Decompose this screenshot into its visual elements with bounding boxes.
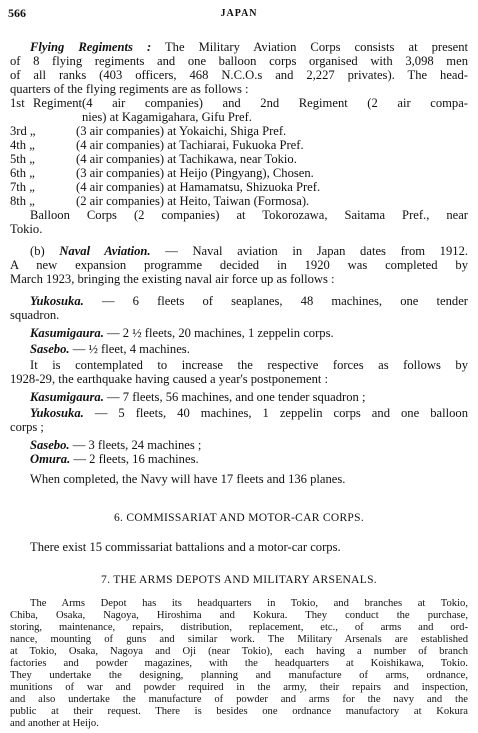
- arsenals-line: and also undertake the manufacture of powder and arms for the navy and the: [10, 694, 468, 705]
- flying-line-4: quarters of the flying regiments are as follows :: [10, 82, 249, 96]
- naval-final: When completed, the Navy will have 17 fleets and 136 planes.: [30, 472, 346, 486]
- regiment-row: 3rd „ (3 air companies) at Yokaichi, Shiga Pref.: [10, 124, 287, 138]
- regiment-row: 1st Regiment(4 air companies) and 2nd Regiment (2 air compa-: [10, 96, 468, 110]
- naval-yukosuka-cont: squadron.: [10, 308, 60, 322]
- naval-sasebo: Sasebo. — ½ fleet, 4 machines.: [30, 342, 190, 356]
- arsenals-line: nance, mounting of guns and similar work. The Military Arsenals are established: [10, 634, 468, 645]
- arsenals-line: Chiba, Osaka, Nagoya, Hiroshima and Kokura. They conduct the purchase,: [10, 610, 468, 621]
- naval-line-3: March 1923, bringing the existing naval air force up as follows :: [10, 272, 335, 286]
- arsenals-line: public at their request. There is besides one ordnance manufactory at Kokura: [10, 706, 468, 717]
- balloon-line-1: Balloon Corps (2 companies) at Tokorozawa, Saitama Pref., near: [30, 208, 468, 222]
- naval-sasebo-future: Sasebo. — 3 fleets, 24 machines ;: [30, 438, 202, 452]
- balloon-line-2: Tokio.: [10, 222, 43, 236]
- arsenals-line: and another at Heijo.: [10, 718, 99, 729]
- naval-kasumigaura: Kasumigaura. — 2 ½ fleets, 20 machines, 1 zeppelin corps.: [30, 326, 334, 340]
- naval-kasumigaura-future: Kasumigaura. — 7 fleets, 56 machines, and one tender squadron ;: [30, 390, 366, 404]
- naval-contemplated-2: 1928-29, the earthquake having caused a year's postponement :: [10, 372, 329, 386]
- regiment-row: 8th „ (2 air companies) at Heito, Taiwan (Formosa).: [10, 194, 310, 208]
- naval-line-1: (b) Naval Aviation. — Naval aviation in Japan dates from 1912.: [30, 244, 468, 258]
- arsenals-line: factories and powder magazines, with the headquarters at Koishikawa, Tokio.: [10, 658, 468, 669]
- naval-yukosuka-future-cont: corps ;: [10, 420, 44, 434]
- naval-contemplated-1: It is contemplated to increase the respective forces as follows by: [30, 358, 468, 372]
- arsenals-line: at Tokio, Osaka, Nagoya and Oji (near Tokio), each having a number of branch: [10, 646, 468, 657]
- flying-line-2: of 8 flying regiments and one balloon corps organised with 3,098 men: [10, 54, 468, 68]
- naval-yukosuka-future: Yukosuka. — 5 fleets, 40 machines, 1 zeppelin corps and one balloon: [30, 406, 468, 420]
- running-head: JAPAN: [220, 8, 258, 19]
- arsenals-line: They undertake the designing, planning and manufacture of arms, ordnance,: [10, 670, 468, 681]
- page-number: 566: [8, 6, 26, 20]
- naval-line-2: A new expansion programme decided in 1920 was completed by: [10, 258, 468, 272]
- naval-yukosuka: Yukosuka. — 6 fleets of seaplanes, 48 machines, one tender: [30, 294, 468, 308]
- commissariat-text: There exist 15 commissariat battalions and a motor-car corps.: [30, 540, 341, 554]
- section-heading-arsenals: 7. THE ARMS DEPOTS AND MILITARY ARSENALS.: [101, 574, 377, 586]
- naval-omura-future: Omura. — 2 fleets, 16 machines.: [30, 452, 199, 466]
- section-heading-commissariat: 6. COMMISSARIAT AND MOTOR-CAR CORPS.: [113, 512, 364, 524]
- regiment-row: 7th „ (4 air companies) at Hamamatsu, Shizuoka Pref.: [10, 180, 321, 194]
- arsenals-line: munitions of war and powder required in the army, their repairs and inspection,: [10, 682, 468, 693]
- regiment-row: 5th „ (4 air companies) at Tachikawa, near Tokio.: [10, 152, 297, 166]
- arsenals-line: The Arms Depot has its headquarters in Tokio, and branches at Tokio,: [30, 598, 468, 609]
- arsenals-line: storing, maintenance, repairs, distribution, replacement, etc., of arms and ord-: [10, 622, 468, 633]
- regiment-row: 4th „ (4 air companies) at Tachiarai, Fukuoka Pref.: [10, 138, 304, 152]
- flying-line-1: Flying Regiments : The Military Aviation Corps consists at present: [30, 40, 468, 54]
- flying-line-3: of all ranks (403 officers, 468 N.C.O.s and 2,227 privates). The head-: [10, 68, 468, 82]
- page-header: [8, 6, 470, 22]
- regiment-row: 6th „ (3 air companies) at Heijo (Pingyang), Chosen.: [10, 166, 314, 180]
- regiment-row: nies) at Kagamigahara, Gifu Pref.: [82, 110, 252, 124]
